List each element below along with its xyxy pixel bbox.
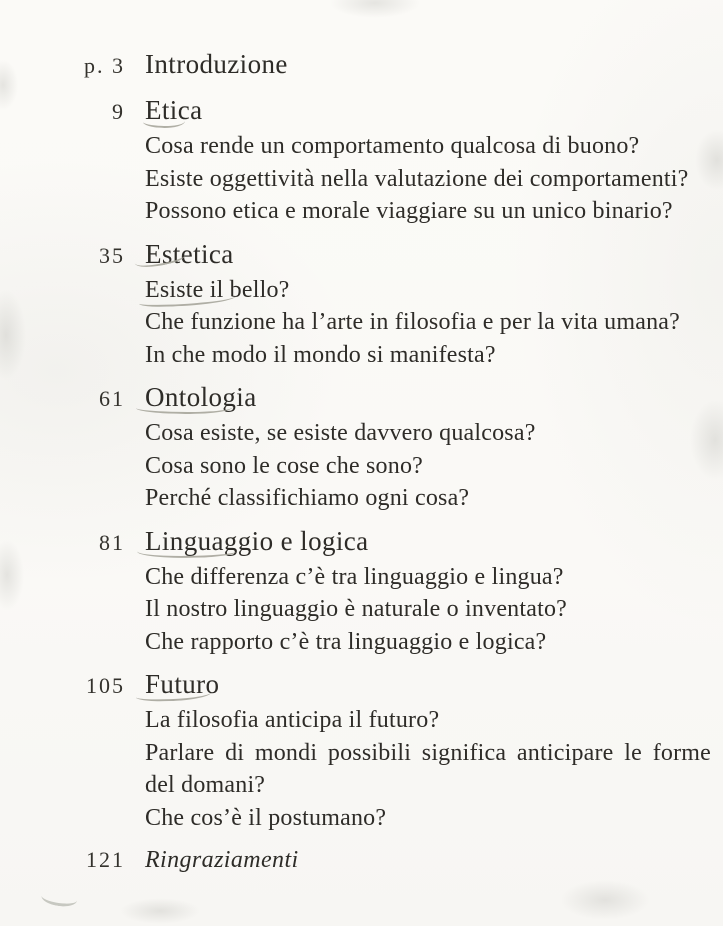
entry-title: Etica bbox=[145, 95, 203, 125]
page-number: p. 3 bbox=[84, 53, 125, 78]
entry-question: Esiste oggettività nella valutazione dei comportamenti? bbox=[145, 165, 689, 192]
toc-entry bbox=[40, 236, 711, 372]
toc-entry bbox=[40, 379, 711, 515]
entry-question: Il nostro linguaggio è naturale o inventato? bbox=[145, 596, 568, 622]
page-number: 35 bbox=[99, 242, 125, 268]
pencil-stray-mark-icon bbox=[40, 892, 77, 909]
scan-smudge bbox=[0, 290, 26, 380]
entry-question bbox=[145, 274, 680, 307]
page-number: 61 bbox=[99, 386, 125, 411]
toc-entry bbox=[40, 46, 711, 84]
entry-question: Possono etica e morale viaggiare su un unico binario? bbox=[145, 198, 673, 224]
entry-question: Che differenza c’è tra linguaggio e lingua? bbox=[145, 563, 564, 590]
entry-question: Che rapporto c’è tra linguaggio e logica? bbox=[145, 628, 547, 655]
entry-question: Cosa esiste, se esiste davvero qualcosa? bbox=[145, 420, 536, 446]
entry-question: Che funzione ha l’arte in filosofia e per la vita umana? bbox=[145, 309, 680, 335]
entry-title: Introduzione bbox=[145, 49, 288, 79]
entry-title: Ringraziamenti bbox=[145, 847, 299, 873]
toc-entry bbox=[40, 523, 711, 659]
page-number: 121 bbox=[86, 847, 125, 872]
page-number: 105 bbox=[86, 673, 125, 698]
entry-question: Perché classifichiamo ogni cosa? bbox=[145, 485, 470, 511]
scan-smudge bbox=[120, 898, 200, 924]
entry-title: Futuro bbox=[145, 669, 220, 699]
entry-question: In che modo il mondo si manifesta? bbox=[145, 341, 496, 368]
entry-question: La filosofia anticipa il futuro? bbox=[145, 707, 440, 733]
scan-smudge bbox=[0, 540, 24, 610]
toc-entry bbox=[40, 92, 711, 228]
scan-smudge bbox=[330, 0, 420, 18]
scan-smudge bbox=[0, 60, 18, 110]
entry-question-text: Esiste il bello? bbox=[145, 276, 290, 303]
toc-entry bbox=[40, 842, 711, 878]
entry-question: Cosa rende un comportamento qualcosa di buono? bbox=[145, 133, 640, 159]
entry-question: Che cos’è il postumano? bbox=[145, 804, 387, 831]
page-number: 81 bbox=[99, 529, 125, 555]
scan-smudge bbox=[560, 880, 650, 920]
entry-question: Cosa sono le cose che sono? bbox=[145, 452, 424, 479]
page-number: 9 bbox=[112, 99, 125, 124]
entry-title: Linguaggio e logica bbox=[145, 525, 369, 556]
entry-title: Estetica bbox=[145, 238, 234, 269]
entry-question: Parlare di mondi possibili significa anticipare le forme del domani? bbox=[145, 739, 711, 798]
entry-title: Ontologia bbox=[145, 382, 257, 412]
toc-entry bbox=[40, 666, 711, 834]
